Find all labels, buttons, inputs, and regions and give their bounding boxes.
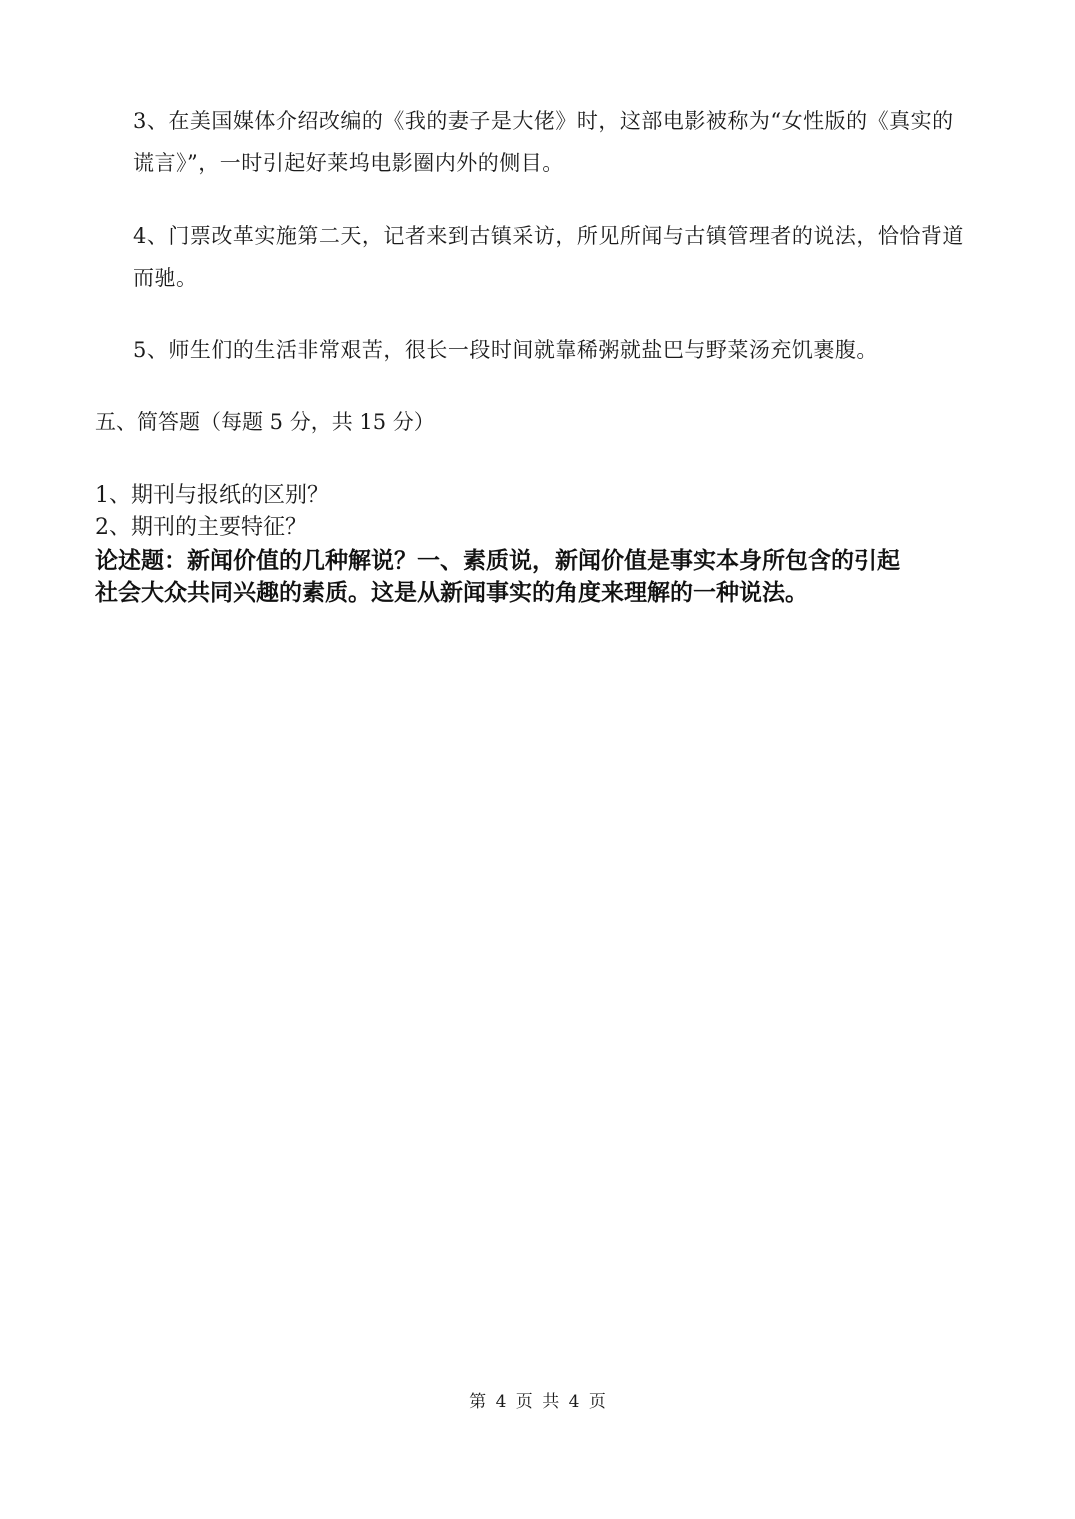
page-number-footer: 第 4 页 共 4 页 — [469, 1392, 606, 1412]
sentence-item-3 — [133, 100, 978, 184]
sentence-item-3-line-1: 3、在美国媒体介绍改编的《我的妻子是大佬》时，这部电影被称为“女性版的《真实的 — [133, 109, 954, 133]
sentence-item-4 — [133, 215, 978, 299]
essay-question-line-2: 社会大众共同兴趣的素质。这是从新闻事实的角度来理解的一种说法。 — [95, 580, 808, 606]
essay-question-line-1: 论述题：新闻价值的几种解说？一、素质说，新闻价值是事实本身所包含的引起 — [95, 548, 900, 574]
question-2: 2、期刊的主要特征？ — [95, 515, 307, 540]
sentence-item-5-line-1: 5、师生们的生活非常艰苦，很长一段时间就靠稀粥就盐巴与野菜汤充饥裹腹。 — [133, 338, 878, 362]
section-heading-short-answer: 五、简答题（每题 5 分，共 15 分） — [95, 410, 435, 434]
sentence-item-3-line-2: 谎言》”，一时引起好莱坞电影圈内外的侧目。 — [133, 151, 564, 175]
essay-question — [95, 545, 985, 609]
sentence-item-4-line-1: 4、门票改革实施第二天，记者来到古镇采访，所见所闻与古镇管理者的说法，恰恰背道 — [133, 224, 964, 248]
sentence-item-4-line-2: 而驰。 — [133, 266, 198, 290]
sentence-item-5 — [133, 329, 978, 371]
question-1: 1、期刊与报纸的区别？ — [95, 483, 329, 508]
